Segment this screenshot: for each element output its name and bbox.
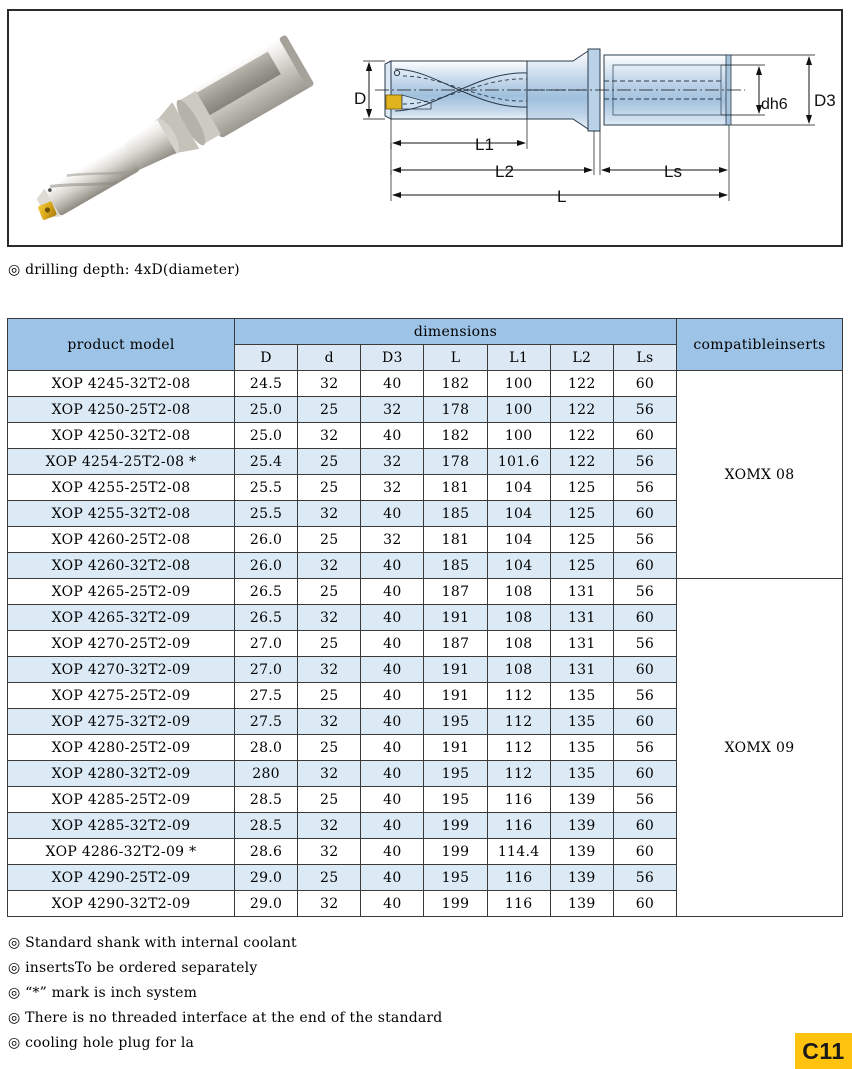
header-dim-d: D [235,345,298,371]
header-dim-l: L [424,345,487,371]
cell-l: 187 [424,631,487,657]
cell-l: 185 [424,553,487,579]
cell-d: 28.0 [235,735,298,761]
cell-l2: 122 [550,423,613,449]
cell-l: 191 [424,605,487,631]
cell-ls: 60 [613,605,676,631]
cell-d: 25.5 [235,501,298,527]
cell-product-model: XOP 4250-32T2-08 [8,423,235,449]
drill-dimension-drawing [345,33,839,239]
cell-l1: 112 [487,761,550,787]
figure-panel [7,9,843,247]
cell-d3: 32 [361,397,424,423]
dim-label-L: L [557,187,567,206]
cell-ls: 56 [613,787,676,813]
cell-ls: 60 [613,761,676,787]
cell-d: 25 [298,397,361,423]
cell-l1: 112 [487,735,550,761]
cell-product-model: XOP 4290-25T2-09 [8,865,235,891]
header-product-model: product model [8,319,235,371]
cell-d: 25 [298,579,361,605]
cell-d: 25 [298,787,361,813]
cell-l2: 131 [550,579,613,605]
cell-d: 27.0 [235,657,298,683]
cell-d3: 40 [361,553,424,579]
cell-l2: 125 [550,475,613,501]
cell-ls: 56 [613,865,676,891]
cell-l2: 139 [550,787,613,813]
cell-product-model: XOP 4270-32T2-09 [8,657,235,683]
cell-l: 185 [424,501,487,527]
cell-l1: 112 [487,709,550,735]
cell-product-model: XOP 4270-25T2-09 [8,631,235,657]
cell-l: 187 [424,579,487,605]
cell-ls: 56 [613,527,676,553]
cell-l2: 139 [550,865,613,891]
cell-d3: 40 [361,683,424,709]
footnote-item: ◎ insertsTo be ordered separately [8,960,258,976]
cell-d: 26.0 [235,527,298,553]
cell-product-model: XOP 4255-25T2-08 [8,475,235,501]
cell-d: 26.5 [235,605,298,631]
cell-l2: 122 [550,397,613,423]
cell-d3: 40 [361,891,424,917]
cell-d: 27.0 [235,631,298,657]
cell-l1: 104 [487,553,550,579]
cell-d: 32 [298,657,361,683]
dim-label-Ls: Ls [664,162,682,181]
cell-d3: 40 [361,709,424,735]
cell-d: 25.0 [235,397,298,423]
cell-l: 178 [424,397,487,423]
cell-l: 191 [424,735,487,761]
cell-product-model: XOP 4250-25T2-08 [8,397,235,423]
cell-l: 195 [424,865,487,891]
header-compatible-inserts: compatibleinserts [677,319,843,371]
cell-ls: 60 [613,501,676,527]
cell-l: 199 [424,839,487,865]
page-number-badge: C11 [795,1033,852,1069]
cell-product-model: XOP 4254-25T2-08 * [8,449,235,475]
cell-ls: 56 [613,475,676,501]
dim-label-D: D [354,89,367,108]
drilling-depth-note: ◎ drilling depth: 4xD(diameter) [8,262,240,278]
header-dim-l1: L1 [487,345,550,371]
cell-d3: 40 [361,579,424,605]
cell-d3: 40 [361,839,424,865]
cell-l2: 122 [550,449,613,475]
cell-d: 28.5 [235,813,298,839]
cell-product-model: XOP 4275-25T2-09 [8,683,235,709]
cell-product-model: XOP 4260-32T2-08 [8,553,235,579]
cell-d: 25 [298,735,361,761]
cell-ls: 60 [613,839,676,865]
cell-d3: 40 [361,631,424,657]
cell-d3: 32 [361,475,424,501]
specification-table [7,318,843,917]
cell-d3: 40 [361,761,424,787]
cell-ls: 56 [613,397,676,423]
cell-product-model: XOP 4285-25T2-09 [8,787,235,813]
cell-d: 25 [298,475,361,501]
cell-ls: 56 [613,683,676,709]
cell-compatible-insert: XOMX 08 [677,371,843,579]
cell-d3: 40 [361,501,424,527]
cell-l1: 116 [487,813,550,839]
footnote-item: ◎ “*” mark is inch system [8,985,198,1001]
cell-l1: 114.4 [487,839,550,865]
cell-product-model: XOP 4265-25T2-09 [8,579,235,605]
cell-l: 195 [424,709,487,735]
cell-d: 25 [298,449,361,475]
footnote-item: ◎ cooling hole plug for la [8,1035,195,1051]
cell-d: 28.6 [235,839,298,865]
product-photo [15,19,341,241]
header-dim-d3: D3 [361,345,424,371]
cell-d3: 40 [361,787,424,813]
cell-l2: 125 [550,527,613,553]
cell-d3: 40 [361,371,424,397]
cell-d: 280 [235,761,298,787]
cell-l2: 139 [550,891,613,917]
cell-l1: 104 [487,501,550,527]
cell-l2: 135 [550,761,613,787]
cell-ls: 60 [613,709,676,735]
cell-l1: 108 [487,631,550,657]
cell-l1: 108 [487,605,550,631]
cell-d: 32 [298,605,361,631]
cell-product-model: XOP 4285-32T2-09 [8,813,235,839]
cell-l2: 131 [550,605,613,631]
cell-d: 32 [298,423,361,449]
cell-product-model: XOP 4245-32T2-08 [8,371,235,397]
cell-d3: 32 [361,527,424,553]
cell-ls: 56 [613,735,676,761]
cell-d: 25 [298,631,361,657]
cell-l1: 108 [487,579,550,605]
cell-l1: 100 [487,423,550,449]
cell-product-model: XOP 4275-32T2-09 [8,709,235,735]
cell-product-model: XOP 4280-25T2-09 [8,735,235,761]
cell-l: 181 [424,475,487,501]
cell-d: 24.5 [235,371,298,397]
cell-product-model: XOP 4290-32T2-09 [8,891,235,917]
cell-d: 32 [298,371,361,397]
cell-l2: 131 [550,631,613,657]
cell-l2: 135 [550,709,613,735]
dim-label-D3: D3 [814,91,836,110]
cell-d: 32 [298,839,361,865]
cell-product-model: XOP 4280-32T2-09 [8,761,235,787]
cell-ls: 60 [613,813,676,839]
cell-l1: 116 [487,891,550,917]
header-dim-l2: L2 [550,345,613,371]
cell-product-model: XOP 4265-32T2-09 [8,605,235,631]
cell-l1: 101.6 [487,449,550,475]
cell-l1: 100 [487,371,550,397]
cell-d: 29.0 [235,891,298,917]
cell-l: 191 [424,657,487,683]
cell-ls: 56 [613,449,676,475]
cell-l2: 139 [550,839,613,865]
table-row [8,579,843,605]
cell-l: 195 [424,761,487,787]
cell-d: 25.0 [235,423,298,449]
cell-d: 27.5 [235,683,298,709]
cell-ls: 60 [613,371,676,397]
cell-d: 25 [298,527,361,553]
footnote-item: ◎ Standard shank with internal coolant [8,935,297,951]
cell-l1: 112 [487,683,550,709]
cell-product-model: XOP 4260-25T2-08 [8,527,235,553]
cell-l2: 131 [550,657,613,683]
cell-d: 25 [298,865,361,891]
table-row [8,371,843,397]
cell-l2: 125 [550,553,613,579]
cell-product-model: XOP 4286-32T2-09 * [8,839,235,865]
cell-product-model: XOP 4255-32T2-08 [8,501,235,527]
cell-l2: 139 [550,813,613,839]
cell-l2: 122 [550,371,613,397]
table-header-row-1 [8,319,843,345]
cell-l1: 100 [487,397,550,423]
cell-d: 32 [298,891,361,917]
cell-d: 29.0 [235,865,298,891]
header-dim-ls: Ls [613,345,676,371]
cell-d: 25 [298,683,361,709]
header-dim-d: d [298,345,361,371]
cell-d: 32 [298,813,361,839]
cell-l: 199 [424,891,487,917]
cell-l: 182 [424,423,487,449]
footnotes-list [8,931,628,1056]
cell-ls: 56 [613,631,676,657]
dim-label-L1: L1 [475,135,494,154]
cell-l1: 116 [487,865,550,891]
cell-l1: 104 [487,527,550,553]
cell-d: 26.5 [235,579,298,605]
cell-ls: 60 [613,423,676,449]
cell-l2: 135 [550,683,613,709]
cell-l: 199 [424,813,487,839]
dim-label-dh6: dh6 [761,96,788,113]
cell-compatible-insert: XOMX 09 [677,579,843,917]
cell-d: 32 [298,501,361,527]
cell-ls: 56 [613,579,676,605]
cell-d: 26.0 [235,553,298,579]
cell-d: 32 [298,709,361,735]
table-body [8,371,843,917]
cell-d3: 32 [361,449,424,475]
cell-ls: 60 [613,657,676,683]
header-dimensions: dimensions [235,319,677,345]
cell-d: 28.5 [235,787,298,813]
cell-d: 32 [298,553,361,579]
cell-l1: 116 [487,787,550,813]
cell-d: 27.5 [235,709,298,735]
cell-d3: 40 [361,423,424,449]
cell-l: 181 [424,527,487,553]
footnote-item: ◎ There is no threaded interface at the end of the standard [8,1010,443,1026]
cell-l: 178 [424,449,487,475]
cell-l2: 125 [550,501,613,527]
cell-l2: 135 [550,735,613,761]
cell-d3: 40 [361,605,424,631]
cell-d: 32 [298,761,361,787]
cell-ls: 60 [613,553,676,579]
cell-l: 195 [424,787,487,813]
cell-d3: 40 [361,735,424,761]
cell-d3: 40 [361,865,424,891]
cell-d3: 40 [361,657,424,683]
cell-l: 182 [424,371,487,397]
cell-d: 25.4 [235,449,298,475]
cell-d: 25.5 [235,475,298,501]
dim-label-L2: L2 [495,162,514,181]
cell-l: 191 [424,683,487,709]
cell-ls: 60 [613,891,676,917]
cell-l1: 104 [487,475,550,501]
cell-l1: 108 [487,657,550,683]
cell-d3: 40 [361,813,424,839]
